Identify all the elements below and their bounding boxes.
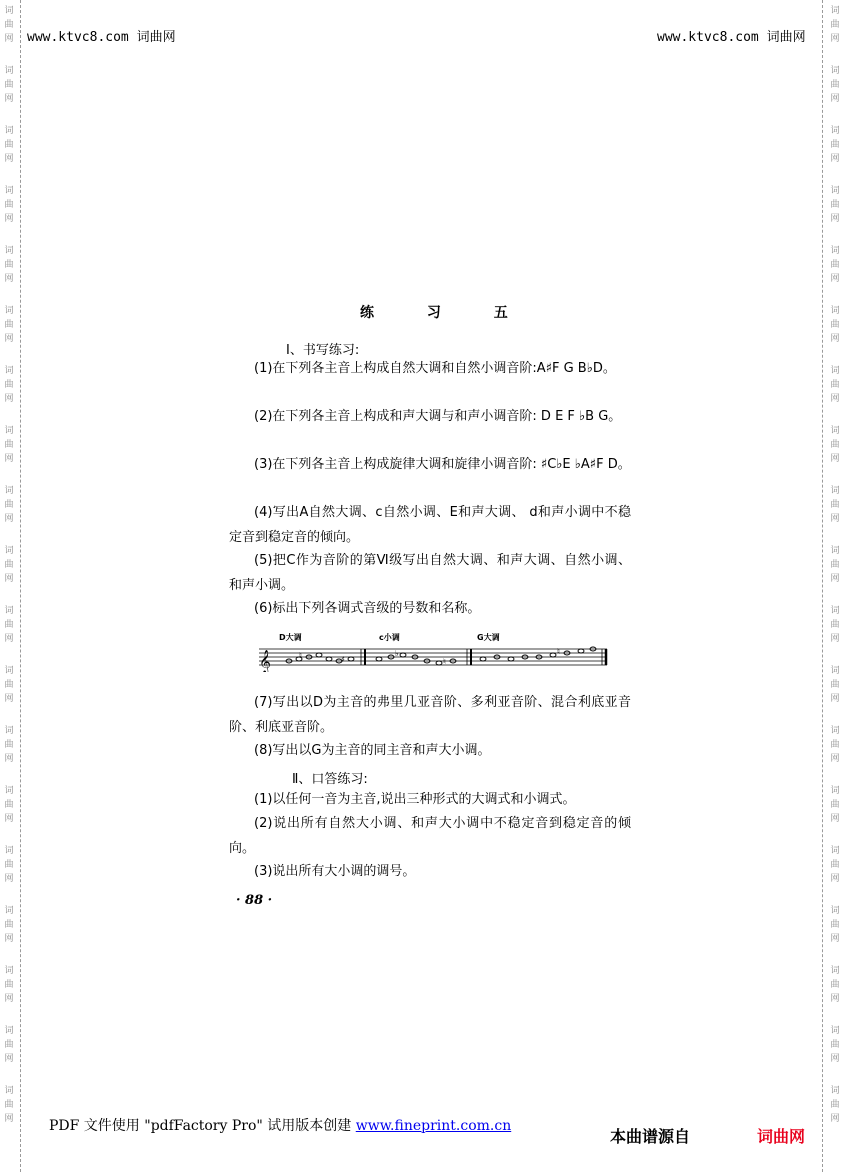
- side-watermark-char: 词: [830, 786, 840, 796]
- side-watermark-char: 词: [4, 186, 14, 196]
- side-watermark-char: 词: [4, 786, 14, 796]
- side-watermark-char: 网: [830, 154, 840, 164]
- footer-source-label: 本曲谱源自: [610, 1127, 691, 1146]
- staff-lines: [255, 632, 610, 672]
- side-watermark-char: 词: [830, 486, 840, 496]
- exercise-1-6: (6)标出下列各调式音级的号数和名称。: [254, 601, 481, 616]
- side-watermark-char: 网: [830, 214, 840, 224]
- side-watermark-char: 曲: [830, 1100, 840, 1110]
- side-watermark-char: 网: [4, 814, 14, 824]
- section-heading-writing: Ⅰ、书写练习:: [286, 343, 360, 358]
- staff-label-g-major: G大调: [477, 633, 500, 642]
- side-watermark-char: 词: [4, 366, 14, 376]
- side-watermark-char: 词: [830, 1086, 840, 1096]
- side-watermark-left: [2, 724, 16, 766]
- side-watermark-char: 曲: [4, 740, 14, 750]
- side-watermark-right: [828, 364, 842, 406]
- exercise-1-3: (3)在下列各主音上构成旋律大调和旋律小调音阶: ♯C♭E ♭A♯F D。: [254, 457, 631, 472]
- side-watermark-char: 词: [4, 66, 14, 76]
- side-watermark-char: 网: [4, 1054, 14, 1064]
- side-watermark-char: 网: [4, 874, 14, 884]
- side-watermark-char: 词: [4, 906, 14, 916]
- side-watermark-char: 网: [4, 34, 14, 44]
- page-number: · 88 ·: [236, 893, 273, 908]
- side-watermark-right: [828, 4, 842, 46]
- side-watermark-right: [828, 724, 842, 766]
- side-watermark-char: 曲: [830, 860, 840, 870]
- side-watermark-char: 曲: [4, 140, 14, 150]
- side-watermark-char: 曲: [4, 80, 14, 90]
- footer-link[interactable]: www.fineprint.com.cn: [355, 1118, 512, 1134]
- side-watermark-char: 曲: [830, 980, 840, 990]
- side-watermark-right: [828, 64, 842, 106]
- side-watermark-char: 词: [4, 846, 14, 856]
- side-watermark-char: 曲: [830, 800, 840, 810]
- side-watermark-right: [828, 484, 842, 526]
- side-watermark-char: 网: [830, 274, 840, 284]
- exercise-1-8: (8)写出以G为主音的同主音和声大小调。: [254, 743, 491, 758]
- side-watermark-char: 曲: [4, 500, 14, 510]
- side-watermark-right: [828, 244, 842, 286]
- side-watermark-char: 曲: [830, 440, 840, 450]
- side-watermark-char: 曲: [830, 320, 840, 330]
- side-watermark-char: 曲: [4, 980, 14, 990]
- side-watermark-char: 曲: [4, 860, 14, 870]
- side-watermark-left: [2, 544, 16, 586]
- side-watermark-left: [2, 364, 16, 406]
- side-watermark-char: 曲: [830, 620, 840, 630]
- side-watermark-char: 曲: [830, 260, 840, 270]
- side-watermark-char: 曲: [4, 200, 14, 210]
- side-watermark-char: 词: [4, 966, 14, 976]
- side-watermark-char: 网: [830, 754, 840, 764]
- side-watermark-char: 网: [830, 934, 840, 944]
- side-watermark-char: 曲: [830, 200, 840, 210]
- side-watermark-char: 词: [4, 666, 14, 676]
- side-watermark-char: 曲: [830, 140, 840, 150]
- right-watermark-column: [828, 0, 842, 1172]
- side-watermark-char: 网: [830, 34, 840, 44]
- side-watermark-char: 曲: [830, 740, 840, 750]
- exercise-2-1: (1)以任何一音为主音,说出三种形式的大调式和小调式。: [254, 792, 576, 807]
- side-watermark-left: [2, 904, 16, 946]
- side-watermark-char: 网: [4, 1114, 14, 1124]
- side-watermark-char: 网: [830, 814, 840, 824]
- side-watermark-char: 网: [830, 514, 840, 524]
- side-watermark-char: 曲: [830, 500, 840, 510]
- footer-note: [49, 1115, 511, 1135]
- exercise-1-2: (2)在下列各主音上构成和声大调与和声小调音阶: D E F ♭B G。: [254, 409, 622, 424]
- side-watermark-right: [828, 124, 842, 166]
- side-watermark-char: 曲: [4, 440, 14, 450]
- side-watermark-char: 曲: [4, 1100, 14, 1110]
- side-watermark-char: 网: [830, 574, 840, 584]
- side-watermark-char: 词: [830, 306, 840, 316]
- svg-text:♮: ♮: [299, 651, 302, 660]
- side-watermark-char: 网: [4, 454, 14, 464]
- exercise-2-3: (3)说出所有大小调的调号。: [254, 864, 416, 879]
- svg-text:♮: ♮: [443, 657, 446, 666]
- side-watermark-char: 曲: [4, 260, 14, 270]
- side-watermark-char: 词: [4, 486, 14, 496]
- side-watermark-char: 曲: [830, 680, 840, 690]
- side-watermark-right: [828, 844, 842, 886]
- side-watermark-right: [828, 604, 842, 646]
- side-watermark-char: 词: [830, 546, 840, 556]
- side-watermark-char: 曲: [4, 920, 14, 930]
- side-watermark-char: 词: [830, 246, 840, 256]
- side-watermark-char: 曲: [830, 80, 840, 90]
- side-watermark-char: 词: [830, 666, 840, 676]
- side-watermark-right: [828, 664, 842, 706]
- side-watermark-left: [2, 604, 16, 646]
- footer-brand[interactable]: 词曲网: [757, 1127, 806, 1146]
- side-watermark-left: [2, 964, 16, 1006]
- side-watermark-char: 网: [4, 634, 14, 644]
- side-watermark-char: 网: [830, 634, 840, 644]
- side-watermark-char: 网: [830, 994, 840, 1004]
- side-watermark-right: [828, 304, 842, 346]
- side-watermark-char: 词: [830, 6, 840, 16]
- side-watermark-char: 曲: [4, 620, 14, 630]
- side-watermark-char: 词: [830, 426, 840, 436]
- side-watermark-left: [2, 1084, 16, 1126]
- side-watermark-char: 网: [4, 94, 14, 104]
- side-watermark-char: 曲: [4, 380, 14, 390]
- side-watermark-char: 网: [4, 694, 14, 704]
- header-left-url[interactable]: www.ktvc8.com 词曲网: [27, 30, 176, 45]
- exercise-1-4: (4)写出A自然大调、c自然小调、E和声大调、 d和声小调中不稳定音到稳定音的倾向。: [229, 505, 631, 545]
- side-watermark-char: 曲: [4, 560, 14, 570]
- side-watermark-char: 网: [830, 694, 840, 704]
- exercise-1-5: (5)把C作为音阶的第Ⅵ级写出自然大调、和声大调、自然小调、和声小调。: [229, 553, 631, 593]
- header-right-url[interactable]: www.ktvc8.com 词曲网: [657, 30, 806, 45]
- side-watermark-left: [2, 4, 16, 46]
- side-watermark-char: 网: [830, 1114, 840, 1124]
- side-watermark-char: 网: [4, 214, 14, 224]
- side-watermark-char: 网: [830, 394, 840, 404]
- side-watermark-char: 曲: [4, 800, 14, 810]
- side-watermark-char: 网: [4, 274, 14, 284]
- staff-label-d-major: D大调: [279, 633, 302, 642]
- right-margin-rule: [822, 0, 823, 1172]
- side-watermark-right: [828, 784, 842, 826]
- side-watermark-right: [828, 964, 842, 1006]
- side-watermark-char: 网: [4, 514, 14, 524]
- side-watermark-left: [2, 1024, 16, 1066]
- side-watermark-char: 词: [4, 1026, 14, 1036]
- side-watermark-char: 词: [4, 426, 14, 436]
- svg-text:♮: ♮: [557, 647, 560, 656]
- exercise-1-1: (1)在下列各主音上构成自然大调和自然小调音阶:A♯F G B♭D。: [254, 361, 616, 376]
- side-watermark-char: 词: [830, 366, 840, 376]
- side-watermark-left: [2, 304, 16, 346]
- side-watermark-right: [828, 544, 842, 586]
- side-watermark-char: 曲: [830, 560, 840, 570]
- side-watermark-char: 网: [830, 334, 840, 344]
- section-heading-oral: Ⅱ、口答练习:: [292, 772, 368, 787]
- side-watermark-char: 词: [4, 246, 14, 256]
- side-watermark-char: 曲: [830, 920, 840, 930]
- side-watermark-char: 词: [830, 606, 840, 616]
- side-watermark-char: 词: [830, 1026, 840, 1036]
- side-watermark-left: [2, 244, 16, 286]
- side-watermark-left: [2, 64, 16, 106]
- side-watermark-left: [2, 424, 16, 466]
- side-watermark-char: 网: [830, 94, 840, 104]
- side-watermark-char: 词: [830, 846, 840, 856]
- side-watermark-char: 网: [4, 994, 14, 1004]
- side-watermark-left: [2, 124, 16, 166]
- footer-note-text: PDF 文件使用 "pdfFactory Pro" 试用版本创建: [49, 1118, 356, 1134]
- side-watermark-char: 网: [4, 394, 14, 404]
- side-watermark-char: 网: [830, 454, 840, 464]
- side-watermark-char: 网: [4, 334, 14, 344]
- side-watermark-char: 网: [4, 574, 14, 584]
- side-watermark-left: [2, 184, 16, 226]
- side-watermark-right: [828, 1024, 842, 1066]
- side-watermark-char: 词: [830, 66, 840, 76]
- treble-clef-icon: 𝄞: [259, 649, 271, 672]
- side-watermark-right: [828, 184, 842, 226]
- side-watermark-char: 词: [4, 546, 14, 556]
- side-watermark-char: 词: [830, 186, 840, 196]
- side-watermark-left: [2, 664, 16, 706]
- side-watermark-char: 网: [4, 934, 14, 944]
- side-watermark-char: 曲: [830, 380, 840, 390]
- side-watermark-char: 网: [830, 1054, 840, 1064]
- svg-text:♯: ♯: [341, 655, 345, 664]
- side-watermark-char: 词: [830, 906, 840, 916]
- page-title: 练 习 五: [360, 305, 532, 321]
- side-watermark-char: 词: [4, 606, 14, 616]
- side-watermark-char: 网: [4, 154, 14, 164]
- side-watermark-char: 网: [830, 874, 840, 884]
- side-watermark-char: 曲: [830, 1040, 840, 1050]
- svg-text:♭: ♭: [395, 649, 399, 658]
- side-watermark-left: [2, 484, 16, 526]
- side-watermark-char: 曲: [4, 1040, 14, 1050]
- side-watermark-right: [828, 904, 842, 946]
- side-watermark-char: 网: [4, 754, 14, 764]
- side-watermark-char: 曲: [4, 680, 14, 690]
- side-watermark-left: [2, 784, 16, 826]
- side-watermark-char: 词: [4, 726, 14, 736]
- side-watermark-char: 词: [830, 966, 840, 976]
- left-watermark-column: [2, 0, 16, 1172]
- side-watermark-char: 词: [4, 306, 14, 316]
- side-watermark-char: 词: [4, 6, 14, 16]
- side-watermark-char: 曲: [830, 20, 840, 30]
- side-watermark-char: 词: [4, 1086, 14, 1096]
- music-staff: [255, 632, 610, 672]
- side-watermark-left: [2, 844, 16, 886]
- side-watermark-right: [828, 424, 842, 466]
- side-watermark-char: 曲: [4, 20, 14, 30]
- staff-label-c-minor: c小调: [379, 633, 400, 642]
- side-watermark-char: 词: [830, 126, 840, 136]
- side-watermark-right: [828, 1084, 842, 1126]
- side-watermark-char: 词: [830, 726, 840, 736]
- side-watermark-char: 曲: [4, 320, 14, 330]
- left-margin-rule: [20, 0, 21, 1172]
- exercise-1-7: (7)写出以D为主音的弗里几亚音阶、多利亚音阶、混合利底亚音阶、利底亚音阶。: [229, 695, 631, 735]
- exercise-2-2: (2)说出所有自然大小调、和声大小调中不稳定音到稳定音的倾向。: [229, 816, 631, 856]
- side-watermark-char: 词: [4, 126, 14, 136]
